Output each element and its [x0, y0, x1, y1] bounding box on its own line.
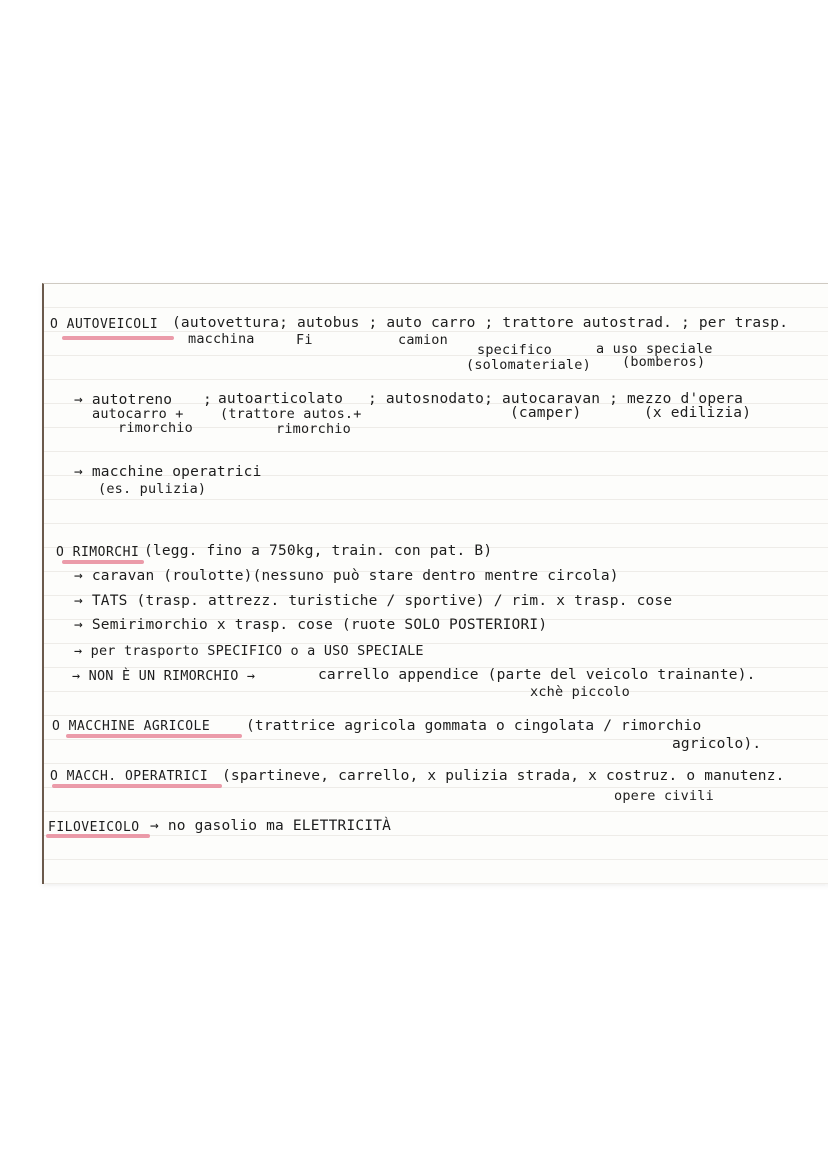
note-fi: Fi [296, 332, 313, 348]
note-edilizia: (x edilizia) [644, 405, 752, 421]
separator: ; [203, 392, 212, 408]
heading-autoveicoli: O AUTOVEICOLI [50, 317, 159, 332]
arrow-autotreno: → autotreno [74, 392, 173, 408]
macchine-agricole-line: (trattrice agricola gommata o cingolata / rimorchio [246, 718, 702, 734]
note-camion: camion [398, 332, 448, 348]
autoarticolato: autoarticolato [218, 391, 344, 407]
highlight-macchine-agricole [66, 734, 242, 738]
rimorchi-item-4: → per trasporto SPECIFICO o a USO SPECIALE [74, 643, 424, 659]
highlight-macch-operatrici [52, 784, 222, 788]
rimorchi-item-1: → caravan (roulotte)(nessuno può stare dentro mentre circola) [74, 568, 619, 584]
rimorchi-item-5a: → NON È UN RIMORCHIO → [72, 668, 256, 684]
heading-rimorchi: O RIMORCHI [56, 545, 140, 560]
es-pulizia: (es. pulizia) [98, 481, 207, 497]
heading-macch-operatrici: O MACCH. OPERATRICI [50, 769, 209, 784]
autocarro-plus: autocarro + [92, 406, 184, 422]
rimorchi-item-5b: carrello appendice (parte del veicolo trainante). [318, 667, 756, 683]
heading-macchine-agricole: O MACCHINE AGRICOLE [52, 719, 211, 734]
rimorchi-item-5-note: xchè piccolo [530, 684, 630, 700]
note-solomateriale: (solomateriale) [466, 357, 591, 373]
note-uso-speciale: a uso speciale [596, 341, 713, 357]
macchine-agricole-line2: agricolo). [672, 736, 762, 752]
rimorchi-item-3: → Semirimorchio x trasp. cose (ruote SOLO POSTERIORI) [74, 617, 548, 633]
rimorchio-2: rimorchio [276, 421, 351, 437]
note-macchina: macchina [188, 331, 255, 347]
macch-operatrici-line: (spartineve, carrello, x pulizia strada, x costruz. o manutenz. [222, 768, 785, 784]
rimorchi-item-2: → TATS (trasp. attrezz. turistiche / sportive) / rim. x trasp. cose [74, 593, 673, 609]
filoveicolo-line: → no gasolio ma ELETTRICITÀ [150, 818, 392, 834]
highlight-autoveicoli [62, 336, 174, 340]
note-bomberos: (bomberos) [622, 354, 706, 370]
autosnodato-line: ; autosnodato; autocaravan ; mezzo d'opera [368, 391, 744, 407]
heading-filoveicolo: FILOVEICOLO [48, 820, 140, 835]
autoveicoli-line1: (autovettura; autobus ; auto carro ; trattore autostrad. ; per trasp. [172, 315, 789, 331]
rimorchio-1: rimorchio [118, 420, 193, 436]
macchine-operatrici: → macchine operatrici [74, 464, 262, 480]
rimorchi-line1: (legg. fino a 750kg, train. con pat. B) [144, 543, 493, 559]
note-specifico: specifico [477, 342, 552, 358]
macch-operatrici-line2: opere civili [614, 788, 714, 804]
highlight-rimorchi [62, 560, 144, 564]
trattore-autos: (trattore autos.+ [220, 406, 362, 422]
note-camper: (camper) [510, 405, 582, 421]
